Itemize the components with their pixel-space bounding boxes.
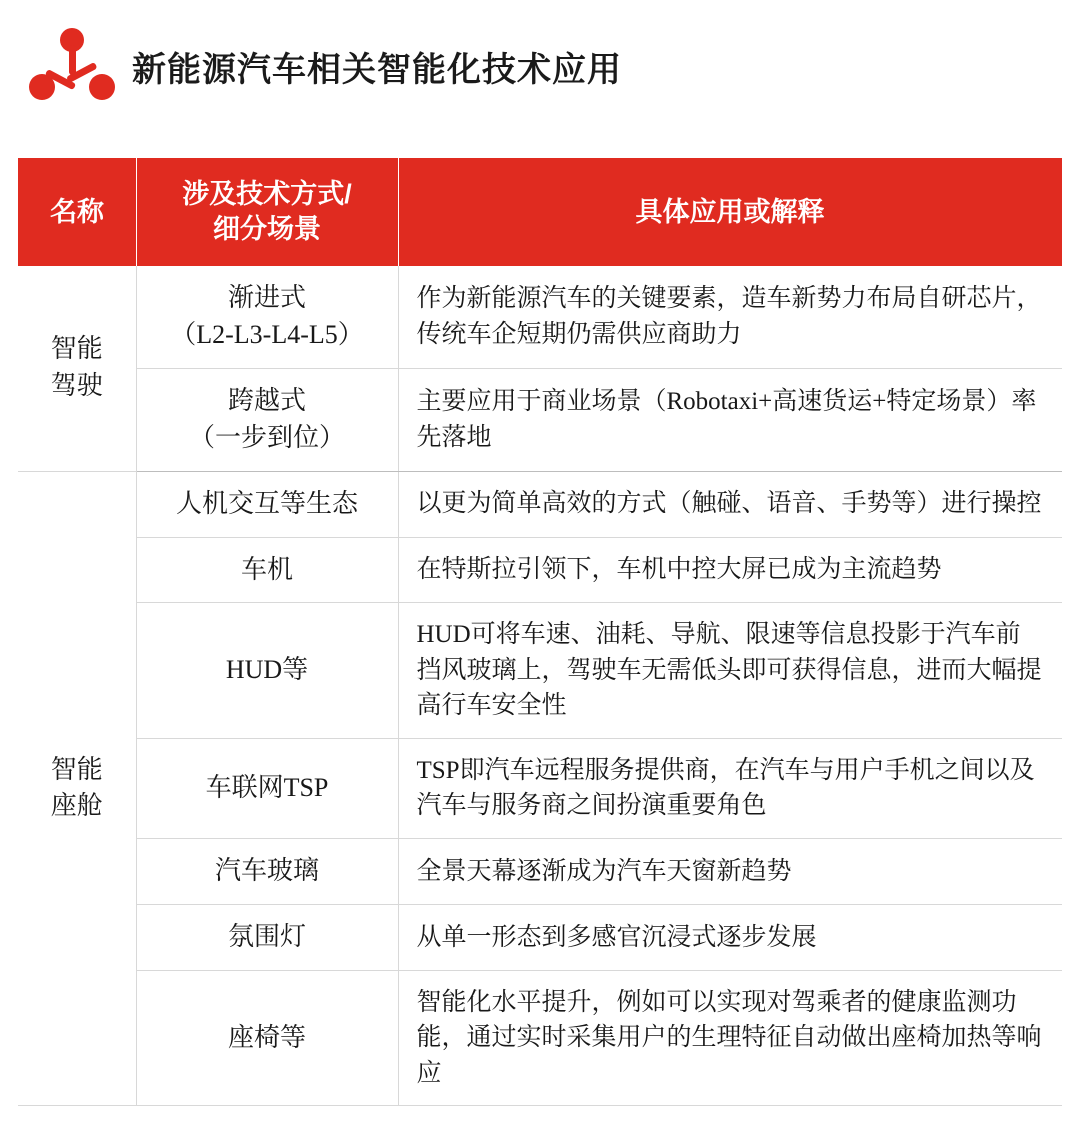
description-1-6: 智能化水平提升，例如可以实现对驾乘者的健康监测功能，通过实时采集用户的生理特征自动做出座椅加热等响应 [398, 970, 1062, 1106]
table-row [18, 368, 1062, 471]
molecule-nodes-icon [28, 27, 118, 105]
subscene-1-6: 座椅等 [136, 970, 398, 1106]
document-header [0, 0, 1080, 110]
table-header-row [18, 158, 1062, 266]
table-row [18, 838, 1062, 904]
table-row [18, 471, 1062, 537]
table-row [18, 537, 1062, 603]
subscene-1-1: 车机 [136, 537, 398, 603]
description-1-4: 全景天幕逐渐成为汽车天窗新趋势 [398, 838, 1062, 904]
page-title: 新能源汽车相关智能化技术应用 [132, 50, 622, 89]
description-0-0: 作为新能源汽车的关键要素，造车新势力布局自研芯片，传统车企短期仍需供应商助力 [398, 266, 1062, 368]
description-1-2: HUD可将车速、油耗、导航、限速等信息投影于汽车前挡风玻璃上，驾驶车无需低头即可获得信息，进而大幅提高行车安全性 [398, 603, 1062, 739]
subscene-1-2: HUD等 [136, 603, 398, 739]
subscene-1-3: 车联网TSP [136, 738, 398, 838]
subscene-0-1-line2: （一步到位） [188, 422, 345, 452]
column-header-name: 名称 [18, 158, 136, 266]
description-1-3: TSP即汽车远程服务提供商，在汽车与用户手机之间以及汽车与服务商之间扮演重要角色 [398, 738, 1062, 838]
table-row [18, 970, 1062, 1106]
table-container [0, 110, 1080, 1106]
subscene-0-1-line1: 跨越式 [227, 385, 306, 415]
group-label-1-line1: 智能 [50, 754, 103, 784]
subscene-1-5: 氛围灯 [136, 904, 398, 970]
column-header-technology-line1: 涉及技术方式/ [182, 179, 352, 210]
tech-application-table [18, 158, 1062, 1106]
table-row [18, 904, 1062, 970]
group-label-0 [18, 266, 136, 471]
description-0-1: 主要应用于商业场景（Robotaxi+高速货运+特定场景）率先落地 [398, 368, 1062, 471]
group-label-0-line2: 驾驶 [50, 371, 103, 401]
group-label-0-line1: 智能 [50, 334, 103, 364]
subscene-0-0 [136, 266, 398, 368]
subscene-0-0-line1: 渐进式 [227, 283, 306, 312]
table-row [18, 738, 1062, 838]
group-label-1-line2: 座舱 [50, 791, 103, 821]
column-header-description: 具体应用或解释 [398, 158, 1062, 266]
subscene-0-0-line2: （L2-L3-L4-L5） [170, 319, 364, 349]
subscene-0-1 [136, 368, 398, 471]
column-header-technology [136, 158, 398, 266]
subscene-1-4: 汽车玻璃 [136, 838, 398, 904]
group-label-1 [18, 471, 136, 1106]
table-row [18, 266, 1062, 368]
description-1-0: 以更为简单高效的方式（触碰、语音、手势等）进行操控 [398, 471, 1062, 537]
subscene-1-0: 人机交互等生态 [136, 471, 398, 537]
table-row [18, 603, 1062, 739]
description-1-5: 从单一形态到多感官沉浸式逐步发展 [398, 904, 1062, 970]
column-header-technology-line2: 细分场景 [213, 214, 321, 244]
description-1-1: 在特斯拉引领下，车机中控大屏已成为主流趋势 [398, 537, 1062, 603]
